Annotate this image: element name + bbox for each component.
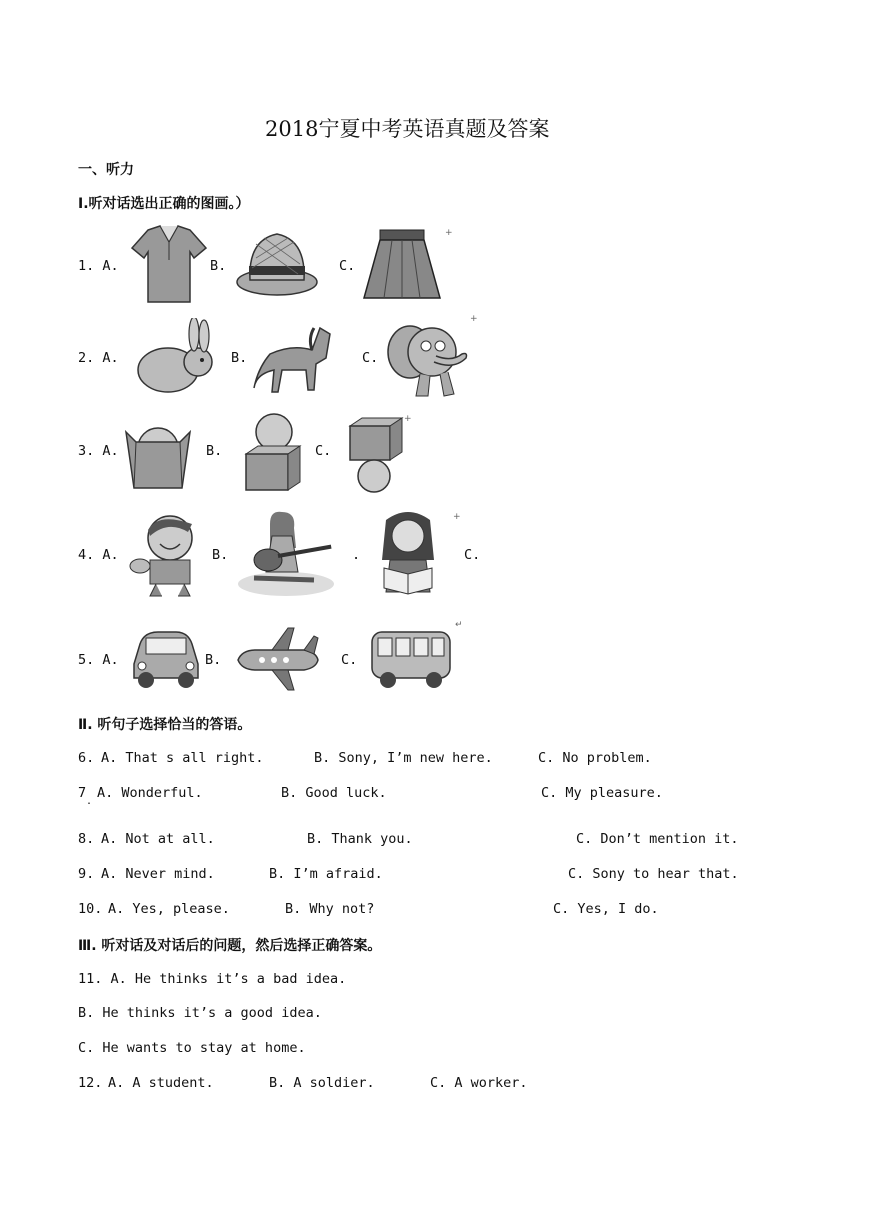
q8-option-b: B. Thank you. bbox=[307, 831, 413, 847]
q6-number: 6. bbox=[78, 750, 95, 766]
part2-heading: Ⅱ. 听句子选择恰当的答语。 bbox=[78, 717, 252, 733]
q8-option-c: C. Don’t mention it. bbox=[576, 831, 739, 847]
q4-option-c: C. bbox=[464, 547, 481, 563]
ball-in-box-image bbox=[122, 418, 194, 492]
q2-option-b: B. bbox=[231, 350, 248, 366]
q12-option-a: A. A student. bbox=[108, 1075, 214, 1091]
q10-option-a: A. Yes, please. bbox=[108, 901, 230, 917]
boy-eating-image bbox=[128, 510, 210, 600]
q1-option-c: C. bbox=[339, 258, 356, 274]
rabbit-image bbox=[132, 318, 218, 396]
girl-reading-image bbox=[364, 508, 454, 602]
q3-option-c: C. bbox=[315, 443, 332, 459]
q7-number: 7 bbox=[78, 785, 87, 801]
q11-option-b: B. He thinks it’s a good idea. bbox=[78, 1005, 322, 1021]
q2-mark: + bbox=[470, 314, 478, 324]
q5-option-c: C. bbox=[341, 652, 358, 668]
q3-mark: + bbox=[404, 414, 412, 424]
box-on-ball-image bbox=[344, 414, 410, 494]
bus-image bbox=[368, 622, 454, 692]
q6-option-b: B. Sony, I’m new here. bbox=[314, 750, 493, 766]
q12-option-c: C. A worker. bbox=[430, 1075, 528, 1091]
q4-option-b: B. bbox=[212, 547, 229, 563]
car-image bbox=[128, 622, 204, 692]
skirt-image bbox=[360, 226, 444, 302]
q1-mark: + bbox=[445, 228, 453, 238]
elephant-image bbox=[384, 318, 476, 402]
q2-label: 2. A. bbox=[78, 350, 119, 366]
section-listening: 一、听力 bbox=[78, 162, 134, 178]
q9-option-c: C. Sony to hear that. bbox=[568, 866, 739, 882]
page-title: 2018宁夏中考英语真题及答案 bbox=[265, 117, 550, 141]
q10-option-c: C. Yes, I do. bbox=[553, 901, 659, 917]
q7-option-c: C. My pleasure. bbox=[541, 785, 663, 801]
q4-dot: . bbox=[352, 547, 361, 563]
q11-option-a: 11. A. He thinks it’s a bad idea. bbox=[78, 971, 347, 987]
q7-dot: . bbox=[86, 796, 93, 807]
q8-number: 8. bbox=[78, 831, 95, 847]
girl-guitar-image bbox=[234, 508, 338, 600]
ball-on-box-image bbox=[240, 410, 306, 494]
q5-option-b: B. bbox=[205, 652, 222, 668]
q4-label: 4. A. bbox=[78, 547, 119, 563]
q1-label: 1. A. bbox=[78, 258, 119, 274]
q3-option-b: B. bbox=[206, 443, 223, 459]
q9-number: 9. bbox=[78, 866, 95, 882]
polo-shirt-image bbox=[130, 222, 208, 304]
q7-option-a: A. Wonderful. bbox=[97, 785, 203, 801]
q9-option-a: A. Never mind. bbox=[101, 866, 215, 882]
q10-number: 10. bbox=[78, 901, 103, 917]
part1-heading: Ⅰ.听对话选出正确的图画。） bbox=[78, 196, 250, 212]
straw-hat-image bbox=[234, 224, 320, 300]
q5-label: 5. A. bbox=[78, 652, 119, 668]
q1-option-b: B. bbox=[210, 258, 227, 274]
q2-option-c: C. bbox=[362, 350, 379, 366]
q10-option-b: B. Why not? bbox=[285, 901, 375, 917]
q9-option-b: B. I’m afraid. bbox=[269, 866, 383, 882]
q12-number: 12. bbox=[78, 1075, 103, 1091]
plane-image bbox=[232, 624, 322, 694]
q4-mark: + bbox=[453, 512, 461, 522]
part3-heading: Ⅲ. 听对话及对话后的问题，然后选择正确答案。 bbox=[78, 938, 382, 954]
q7-option-b: B. Good luck. bbox=[281, 785, 387, 801]
q3-label: 3. A. bbox=[78, 443, 119, 459]
q11-option-c: C. He wants to stay at home. bbox=[78, 1040, 306, 1056]
q6-option-a: A. That s all right. bbox=[101, 750, 264, 766]
q6-option-c: C. No problem. bbox=[538, 750, 652, 766]
q8-option-a: A. Not at all. bbox=[101, 831, 215, 847]
horse-image bbox=[252, 314, 338, 400]
q12-option-b: B. A soldier. bbox=[269, 1075, 375, 1091]
q5-mark: ↵ bbox=[455, 620, 463, 630]
